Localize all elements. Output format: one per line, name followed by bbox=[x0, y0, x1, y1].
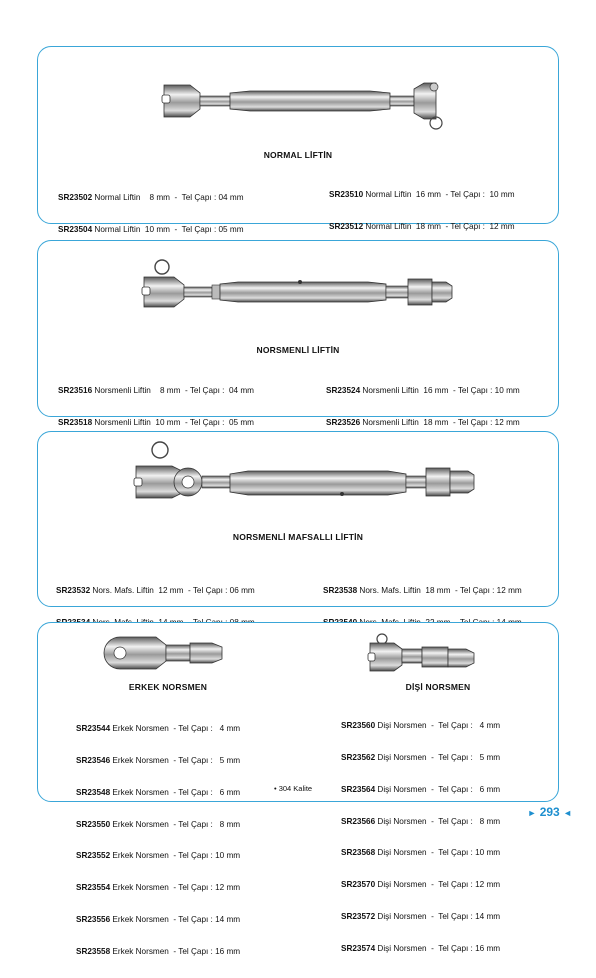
turnbuckle-jaw-jaw-icon bbox=[156, 65, 446, 137]
left-triangle-icon: ◄ bbox=[563, 808, 572, 818]
spec-row: SR23504 Normal Liftin 10 mm - Tel Çapı : 05 mm bbox=[58, 224, 244, 234]
normal-liftin-panel bbox=[37, 46, 559, 234]
spec-row: SR23572 Dişi Norsmen - Tel Çapı : 14 mm bbox=[341, 911, 501, 921]
spec-row: SR23548 Erkek Norsmen - Tel Çapı : 6 mm bbox=[76, 787, 241, 797]
turnbuckle-jaw-swage-icon bbox=[138, 255, 458, 325]
quality-note: • 304 Kalite bbox=[274, 784, 313, 793]
page-number: ► 293 ◄ bbox=[527, 805, 572, 819]
spec-row: SR23526 Norsmenli Liftin 18 mm - Tel Çapı : 12 mm bbox=[326, 417, 520, 427]
right-triangle-icon: ► bbox=[527, 808, 537, 818]
section-title: NORSMENLİ MAFSALLI LİFTİN bbox=[232, 532, 364, 542]
spec-row: SR23524 Norsmenli Liftin 16 mm - Tel Çapı : 10 mm bbox=[326, 386, 520, 396]
turnbuckle-toggle-swage-icon bbox=[130, 436, 480, 518]
norsmenli-liftin-panel bbox=[37, 240, 559, 427]
spec-row: SR23538 Nors. Mafs. Liftin 18 mm - Tel Çapı : 12 mm bbox=[323, 586, 522, 596]
erkek-norsmen-title: ERKEK NORSMEN bbox=[128, 682, 208, 692]
spec-row: SR23544 Erkek Norsmen - Tel Çapı : 4 mm bbox=[76, 724, 241, 734]
spec-row: SR23512 Normal Liftin 18 mm - Tel Çapı : 12 mm bbox=[329, 221, 515, 231]
section-title: NORMAL LİFTİN bbox=[263, 150, 333, 160]
spec-row: SR23562 Dişi Norsmen - Tel Çapı : 5 mm bbox=[341, 752, 501, 762]
spec-row: SR23554 Erkek Norsmen - Tel Çapı : 12 mm bbox=[76, 883, 241, 893]
spec-row: SR23550 Erkek Norsmen - Tel Çapı : 8 mm bbox=[76, 819, 241, 829]
section-title: NORSMENLİ LİFTİN bbox=[256, 345, 340, 355]
spec-row: SR23568 Dişi Norsmen - Tel Çapı : 10 mm bbox=[341, 848, 501, 858]
spec-row: SR23556 Erkek Norsmen - Tel Çapı : 14 mm bbox=[76, 914, 241, 924]
spec-row: SR23574 Dişi Norsmen - Tel Çapı : 16 mm bbox=[341, 943, 501, 953]
right-spec-list bbox=[341, 700, 500, 975]
spec-row: SR23552 Erkek Norsmen - Tel Çapı : 10 mm bbox=[76, 851, 241, 861]
spec-row: SR23560 Dişi Norsmen - Tel Çapı : 4 mm bbox=[341, 721, 501, 731]
spec-row: SR23564 Dişi Norsmen - Tel Çapı : 6 mm bbox=[341, 784, 501, 794]
spec-row: SR23566 Dişi Norsmen - Tel Çapı : 8 mm bbox=[341, 816, 501, 826]
eye-swage-terminal-icon bbox=[98, 631, 238, 677]
left-spec-list bbox=[76, 703, 240, 978]
spec-row: SR23518 Norsmenli Liftin 10 mm - Tel Çapı : 05 mm bbox=[58, 417, 254, 427]
spec-row: SR23532 Nors. Mafs. Liftin 12 mm - Tel Çapı : 06 mm bbox=[56, 586, 255, 596]
spec-row: SR23558 Erkek Norsmen - Tel Çapı : 16 mm bbox=[76, 946, 241, 956]
norsmenli-mafsalli-liftin-panel bbox=[37, 431, 559, 607]
spec-row: SR23546 Erkek Norsmen - Tel Çapı : 5 mm bbox=[76, 755, 241, 765]
spec-row: SR23516 Norsmenli Liftin 8 mm - Tel Çapı : 04 mm bbox=[58, 386, 254, 396]
spec-row: SR23570 Dişi Norsmen - Tel Çapı : 12 mm bbox=[341, 880, 501, 890]
jaw-swage-terminal-icon bbox=[366, 629, 496, 679]
disi-norsmen-title: DİŞİ NORSMEN bbox=[405, 682, 471, 692]
spec-row: SR23502 Normal Liftin 8 mm - Tel Çapı : 04 mm bbox=[58, 193, 244, 203]
spec-row: SR23510 Normal Liftin 16 mm - Tel Çapı : 10 mm bbox=[329, 190, 515, 200]
